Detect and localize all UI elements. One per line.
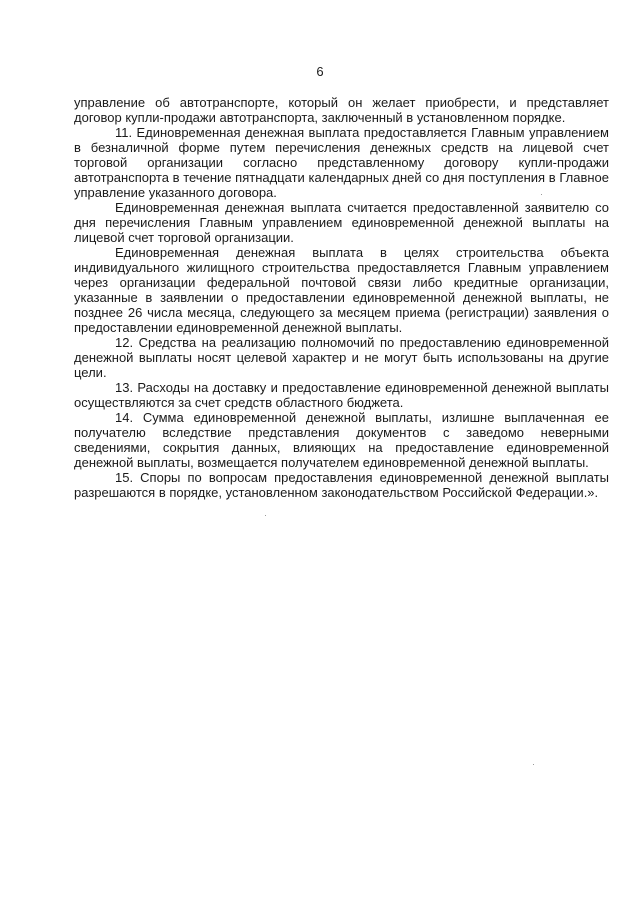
scan-speck <box>541 194 542 195</box>
paragraph-continuation: управление об автотранспорте, который он желает приобрести, и представляет договор купли-продажи автотранспорта, заключенный в установленном порядке. <box>74 95 609 125</box>
paragraph-item-14: 14. Сумма единовременной денежной выплаты, излишне выплаченная ее получателю вследствие представления документов с заведомо неверными сведениями, сокрытия данных, влияющих на предоставление единовременной денежной выплаты, возмещается получателем единовременной денежной выплаты. <box>74 410 609 470</box>
paragraph-item-11: 11. Единовременная денежная выплата предоставляется Главным управлением в безналичной форме путем перечисления денежных средств на лицевой счет торговой организации согласно представленному договору купли-продажи автотранспорта в течение пятнадцати календарных дней со дня поступления в Главное управление указанного договора. <box>74 125 609 200</box>
paragraph-item-15: 15. Споры по вопросам предоставления единовременной денежной выплаты разрешаются в порядке, установленном законодательством Российской Федерации.». <box>74 470 609 500</box>
page-number: 6 <box>316 64 324 79</box>
scan-speck <box>265 515 266 516</box>
paragraph-item-13: 13. Расходы на доставку и предоставление единовременной денежной выплаты осуществляются за счет средств областного бюджета. <box>74 380 609 410</box>
paragraph-payment-date: Единовременная денежная выплата считается предоставленной заявителю со дня перечисления Главным управлением единовременной денежной выплаты на лицевой счет торговой организации. <box>74 200 609 245</box>
paragraph-housing-construction: Единовременная денежная выплата в целях строительства объекта индивидуального жилищного строительства предоставляется Главным управлением через организации федеральной почтовой связи либо кредитные организации, указанные в заявлении о предоставлении единовременной денежной выплаты, не позднее 26 числа месяца, следующего за месяцем приема (регистрации) заявления о предоставлении единовременной денежной выплаты. <box>74 245 609 335</box>
document-body <box>74 95 609 500</box>
scan-speck <box>533 764 534 765</box>
paragraph-item-12: 12. Средства на реализацию полномочий по предоставлению единовременной денежной выплаты носят целевой характер и не могут быть использованы на другие цели. <box>74 335 609 380</box>
